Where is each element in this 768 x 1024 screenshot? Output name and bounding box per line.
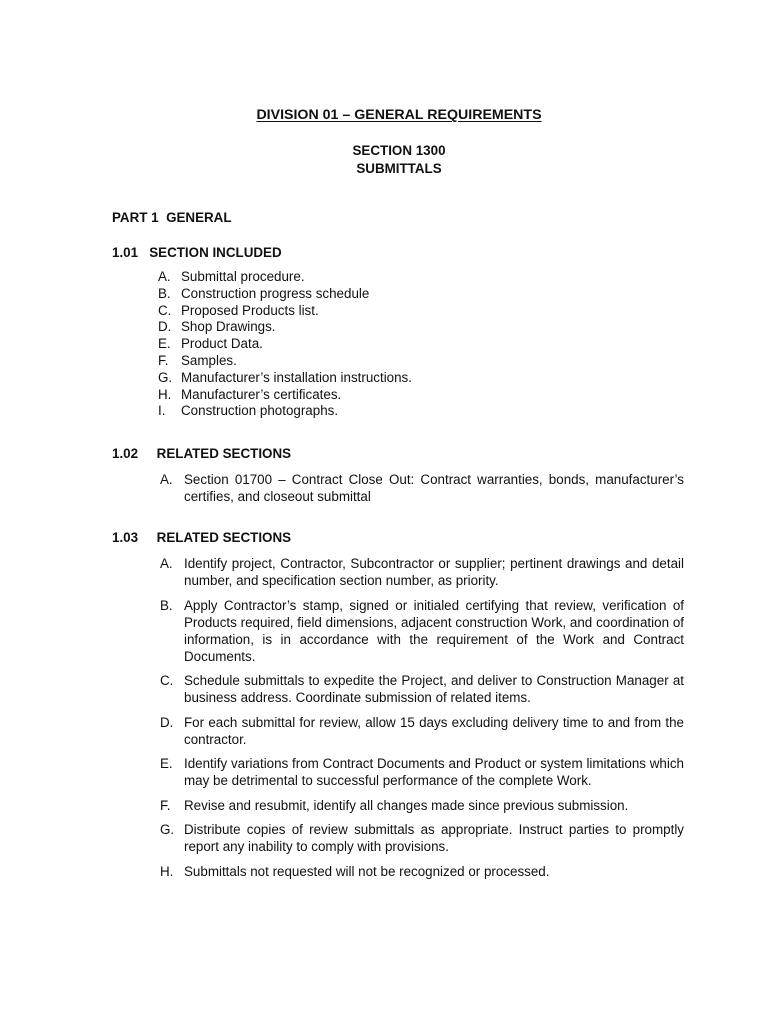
list-item bbox=[158, 403, 412, 420]
part-heading: PART 1 GENERAL bbox=[112, 210, 232, 225]
list-item-marker: F. bbox=[158, 352, 169, 368]
list-item-text: Manufacturer’s installation instructions. bbox=[181, 369, 412, 385]
list-item bbox=[160, 471, 684, 505]
section-101-list bbox=[158, 269, 412, 420]
list-item-text: Revise and resubmit, identify all changes made since previous submission. bbox=[184, 797, 629, 813]
list-item-marker: H. bbox=[160, 863, 174, 879]
list-item-marker: F. bbox=[160, 797, 171, 813]
list-item-text: For each submittal for review, allow 15 days excluding delivery time to and from the contractor. bbox=[184, 714, 684, 747]
list-item bbox=[158, 370, 412, 387]
list-item bbox=[160, 797, 684, 814]
list-item bbox=[158, 336, 412, 353]
list-item-marker: I. bbox=[158, 403, 166, 419]
list-item-text: Construction progress schedule bbox=[181, 285, 370, 301]
list-item-marker: A. bbox=[160, 556, 173, 571]
list-item-marker: D. bbox=[158, 319, 172, 335]
section-102-heading: 1.02 RELATED SECTIONS bbox=[112, 446, 292, 461]
section-name: SUBMITTALS bbox=[356, 161, 442, 176]
list-item bbox=[160, 672, 684, 706]
list-item-text: Submittals not requested will not be recognized or processed. bbox=[184, 863, 550, 879]
division-title: DIVISION 01 – GENERAL REQUIREMENTS bbox=[256, 107, 542, 123]
list-item-text: Manufacturer’s certificates. bbox=[181, 386, 342, 402]
section-102-list bbox=[160, 471, 684, 513]
list-item-marker: C. bbox=[158, 302, 172, 318]
list-item-marker: G. bbox=[160, 822, 175, 837]
list-item-text: Distribute copies of review submittals as appropriate. Instruct parties to promptly report any inability to comply with provisions. bbox=[184, 822, 684, 854]
list-item-text: Schedule submittals to expedite the Project, and deliver to Construction Manager at business address. Coordinate submission of related items. bbox=[184, 673, 684, 705]
list-item-marker: E. bbox=[160, 756, 173, 771]
list-item-text: Construction photographs. bbox=[181, 403, 339, 419]
list-item bbox=[160, 863, 684, 880]
list-item-marker: B. bbox=[158, 285, 171, 301]
list-item-text: Section 01700 – Contract Close Out: Contract warranties, bonds, manufacturer’s certifies, and closeout submittal bbox=[184, 472, 684, 504]
list-item-text: Submittal procedure. bbox=[181, 269, 305, 284]
list-item bbox=[158, 286, 412, 303]
list-item bbox=[158, 319, 412, 336]
list-item-text: Product Data. bbox=[181, 336, 263, 352]
list-item-text: Apply Contractor’s stamp, signed or initialed certifying that review, verification of Products required, field dimensions, adjacent construction Work, and coordination of information, is in accordance with the requirement of the Work and Contract Documents. bbox=[184, 597, 684, 664]
list-item-marker: E. bbox=[158, 336, 171, 352]
list-item bbox=[160, 714, 684, 748]
list-item bbox=[160, 597, 684, 665]
list-item bbox=[158, 269, 412, 286]
list-item-text: Identify variations from Contract Documents and Product or system limitations which may be detrimental to successful performance of the complete Work. bbox=[184, 756, 684, 788]
list-item-text: Samples. bbox=[181, 352, 237, 368]
list-item-marker: H. bbox=[158, 386, 172, 402]
list-item-text: Identify project, Contractor, Subcontractor or supplier; pertinent drawings and detail number, and specification section number, as priority. bbox=[184, 556, 684, 588]
list-item-marker: A. bbox=[160, 472, 173, 487]
section-103-heading: 1.03 RELATED SECTIONS bbox=[112, 530, 292, 545]
section-number: SECTION 1300 bbox=[352, 143, 446, 158]
section-101-heading: 1.01 SECTION INCLUDED bbox=[112, 245, 282, 260]
list-item-text: Proposed Products list. bbox=[181, 302, 319, 318]
list-item-marker: C. bbox=[160, 673, 174, 688]
list-item bbox=[160, 755, 684, 789]
list-item bbox=[160, 821, 684, 855]
list-item bbox=[158, 303, 412, 320]
list-item-marker: A. bbox=[158, 269, 171, 284]
list-item bbox=[158, 387, 412, 404]
list-item bbox=[160, 555, 684, 589]
section-103-list bbox=[160, 555, 684, 887]
list-item-marker: D. bbox=[160, 714, 174, 730]
list-item-marker: B. bbox=[160, 597, 173, 613]
list-item-marker: G. bbox=[158, 369, 173, 385]
list-item-text: Shop Drawings. bbox=[181, 319, 276, 335]
list-item bbox=[158, 353, 412, 370]
